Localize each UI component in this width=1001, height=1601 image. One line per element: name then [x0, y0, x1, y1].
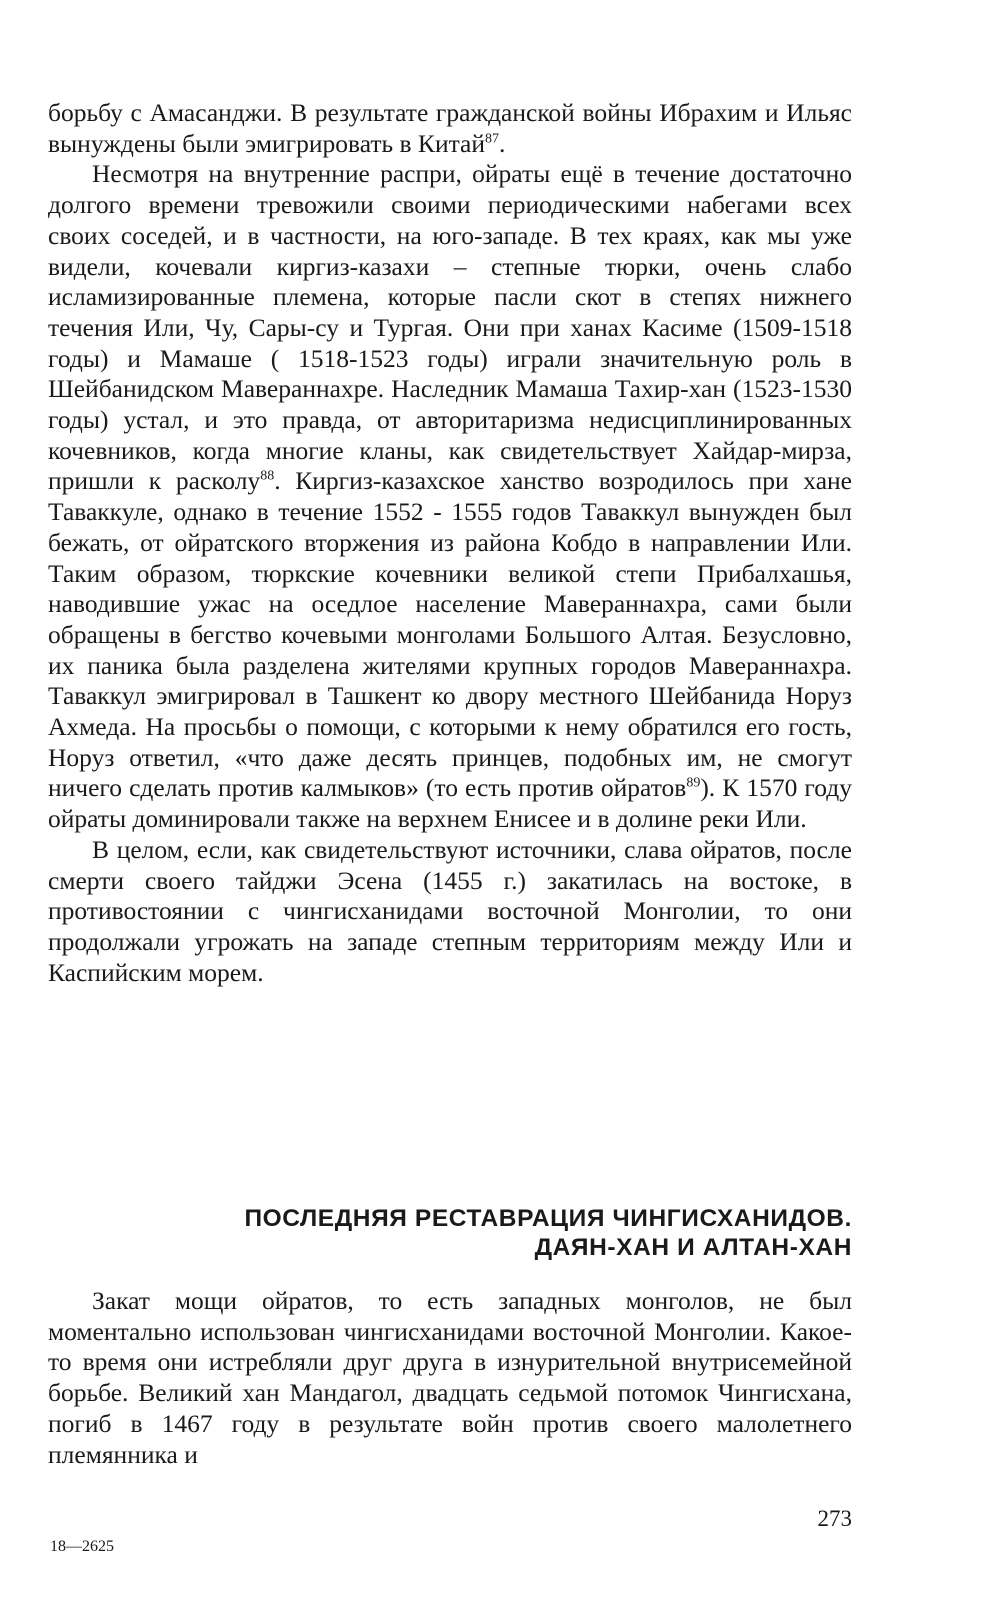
footnote-ref-88: 88	[260, 468, 275, 484]
section-heading	[48, 1204, 852, 1262]
text-run: . Киргиз-казахское ханство возродилось при хане Таваккуле, однако в течение 1552 - 1555 годов Таваккул вынужден был бежать, от ойратского вторжения из района Кобдо в направлении Или. Таким образом, тюркские кочевники великой степи Прибалхашья, наводившие ужас на оседлое население Мавераннахра, сами были обращены в бегство кочевыми монголами Большого Алтая. Безусловно, их паника была разделена жителями крупных городов Мавераннахра. Таваккул эмигрировал в Ташкент ко двору местного Шейбанида Норуз Ахмеда. На просьбы о помощи, с которыми к нему обратился его гость, Норуз ответил, «что даже десять принцев, подобных им, не смогут ничего сделать против калмыков» (то есть против ойратов	[48, 466, 852, 803]
paragraph-after-heading: Закат мощи ойратов, то есть западных монголов, не был моментально использован чингисханидами восточной Монголии. Какое-то время они истребляли друг друга в изнурительной внутрисемейной борьбе. Великий хан Мандагол, двадцать седьмой потомок Чингисхана, погиб в 1467 году в результате войн против своего малолетнего племянника и	[48, 1286, 852, 1469]
paragraph-2	[48, 159, 852, 834]
footnote-ref-89: 89	[686, 775, 701, 791]
text-run: Несмотря на внутренние распри, ойраты ещё в течение достаточно долгого времени тревожили своими периодическими набегами всех своих соседей, и в частности, на юго-западе. В тех краях, как мы уже видели, кочевали киргиз-казахи – степные тюрки, очень слабо исламизированные племена, которые пасли скот в степях нижнего течения Или, Чу, Сары-су и Тургая. Они при ханах Касиме (1509-1518 годы) и Мамаше ( 1518-1523 годы) играли значительную роль в Шейбанидском Мавераннахре. Наследник Мамаша Тахир-хан (1523-1530 годы) устал, и это правда, от авторитаризма недисциплинированных кочевников, когда многие кланы, как свидетельствует Хайдар-мирза, пришли к расколу	[48, 159, 852, 496]
paragraph-3	[48, 835, 852, 989]
paragraph-1	[48, 98, 852, 159]
signature-mark: 18—2625	[50, 1538, 114, 1555]
text-run: борьбу с Амасанджи. В результате гражданской войны Ибрахим и Ильяс вынуждены были эмигрировать в Китай	[48, 98, 852, 158]
footnote-ref-87: 87	[485, 131, 500, 147]
heading-line-2: ДАЯН-ХАН И АЛТАН-ХАН	[534, 1234, 852, 1261]
page-number: 273	[817, 1506, 852, 1531]
heading-line-1: ПОСЛЕДНЯЯ РЕСТАВРАЦИЯ ЧИНГИСХАНИДОВ.	[244, 1205, 852, 1232]
text-run: В целом, если, как свидетельствуют источники, слава ойратов, после смерти своего тайджи Эсена (1455 г.) закатилась на востоке, в противостоянии с чингисханидами восточной Монголии, то они продолжали угрожать на западе степным территориям между Или и Каспийским морем.	[48, 834, 852, 987]
text-run: ). К 1570 году ойраты доминировали также на верхнем Енисее и в долине реки Или.	[48, 773, 852, 834]
text-run: .	[499, 128, 506, 158]
body-text	[48, 98, 852, 988]
